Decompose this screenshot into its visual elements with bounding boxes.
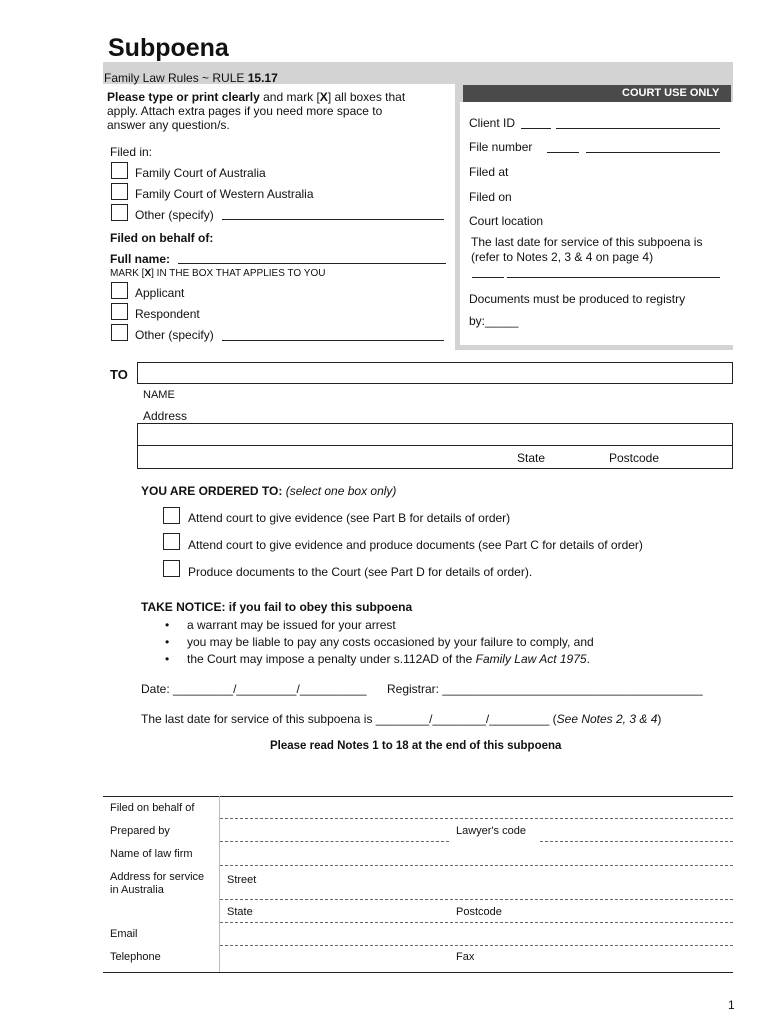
filed-in-other-field[interactable] [222,219,444,220]
footer-state-field[interactable] [220,922,733,923]
instructions: Please type or print clearly and mark [X] all boxes that apply. Attach extra pages if you need more space to answer any question/s. [107,90,406,132]
address-label: Address [143,409,188,423]
footer-state-label: State [227,906,253,918]
documents-text: Documents must be produced to registry [469,292,686,306]
client-id-label: Client ID [469,116,516,130]
checkbox-attend-produce[interactable] [163,533,180,550]
date-field[interactable]: Date: _________/_________/__________ [141,682,367,696]
footer-email-field[interactable] [220,945,733,946]
last-date-service-line[interactable]: The last date for service of this subpoena is ________/________/_________ (See Notes 2, 3 & 4) [141,712,662,726]
filed-in-label: Filed in: [110,145,153,159]
footer-telephone-label: Telephone [110,951,161,963]
footer-lawyers-code-field[interactable] [540,841,733,842]
court-location-label: Court location [469,214,544,228]
file-number-field-a[interactable] [547,152,579,153]
footer-postcode-label: Postcode [456,906,502,918]
name-label: NAME [143,389,175,401]
option-attend-produce: Attend court to give evidence and produce documents (see Part C for details of order) [188,538,643,552]
option-applicant: Applicant [135,286,185,300]
notice-item: • a warrant may be issued for your arrest [165,617,594,634]
ordered-heading: YOU ARE ORDERED TO: (select one box only) [141,484,397,498]
footer-lawyers-code-label: Lawyer's code [456,825,526,837]
footer-bottom-border [103,972,733,973]
footer-column-divider [219,796,220,972]
option-filed-in-other: Other (specify) [135,208,214,222]
to-name-field[interactable] [137,362,733,384]
notice-item: • you may be liable to pay any costs occasioned by your failure to comply, and [165,634,594,651]
documents-by: by:_____ [469,314,519,328]
notice-list [137,617,594,668]
footer-prepared-by-label: Prepared by [110,825,170,837]
postcode-label: Postcode [609,451,660,465]
footer-email-label: Email [110,928,138,940]
registrar-field[interactable]: Registrar: _______________________________________ [387,682,703,696]
option-family-court-wa: Family Court of Western Australia [135,187,314,201]
filed-at-label: Filed at [469,165,509,179]
court-use-header-text: COURT USE ONLY [622,87,720,99]
footer-street-field[interactable] [220,899,733,900]
full-name-label: Full name: [110,252,171,266]
page-number: 1 [728,998,735,1012]
footer-filed-behalf-label: Filed on behalf of [110,802,195,814]
footer-address-label: Address for service in Australia [110,871,205,896]
read-notes: Please read Notes 1 to 18 at the end of this subpoena [270,740,562,752]
footer-street-label: Street [227,874,257,886]
footer-fax-label: Fax [456,951,475,963]
mark-instruction: MARK [X] IN THE BOX THAT APPLIES TO YOU [110,268,326,279]
notice-heading: TAKE NOTICE: if you fail to obey this subpoena [141,600,413,614]
last-date-text: The last date for service of this subpoena is (refer to Notes 2, 3 & 4 on page 4) [471,235,703,264]
checkbox-attend-evidence[interactable] [163,507,180,524]
file-number-field-b[interactable] [586,152,720,153]
checkbox-produce-documents[interactable] [163,560,180,577]
option-produce-documents: Produce documents to the Court (see Part D for details of order). [188,565,533,579]
client-id-field-b[interactable] [556,128,720,129]
footer-law-firm-label: Name of law firm [110,848,193,860]
footer-top-border [103,796,733,797]
rule-label: Family Law Rules ~ RULE 15.17 [104,71,278,85]
state-label: State [517,451,546,465]
full-name-field[interactable] [178,263,446,264]
footer-prepared-by-field[interactable] [220,841,449,842]
last-date-field-a[interactable] [472,277,504,278]
behalf-other-field[interactable] [222,340,444,341]
option-behalf-other: Other (specify) [135,328,214,342]
option-family-court: Family Court of Australia [135,166,266,180]
footer-law-firm-field[interactable] [220,865,733,866]
checkbox-applicant[interactable] [111,282,128,299]
filed-on-label: Filed on [469,190,512,204]
address-divider [137,445,733,446]
checkbox-family-court-wa[interactable] [111,183,128,200]
checkbox-respondent[interactable] [111,303,128,320]
checkbox-behalf-other[interactable] [111,324,128,341]
notice-item: • the Court may impose a penalty under s.112AD of the Family Law Act 1975. [165,651,594,668]
file-number-label: File number [469,140,533,154]
filed-behalf-heading: Filed on behalf of: [110,231,214,245]
last-date-field-b[interactable] [507,277,720,278]
client-id-field-a[interactable] [521,128,551,129]
to-label: TO [110,367,128,382]
footer-filed-behalf-field[interactable] [220,818,733,819]
checkbox-family-court[interactable] [111,162,128,179]
option-attend-evidence: Attend court to give evidence (see Part B for details of order) [188,511,511,525]
option-respondent: Respondent [135,307,200,321]
checkbox-filed-in-other[interactable] [111,204,128,221]
page-title: Subpoena [108,34,229,62]
